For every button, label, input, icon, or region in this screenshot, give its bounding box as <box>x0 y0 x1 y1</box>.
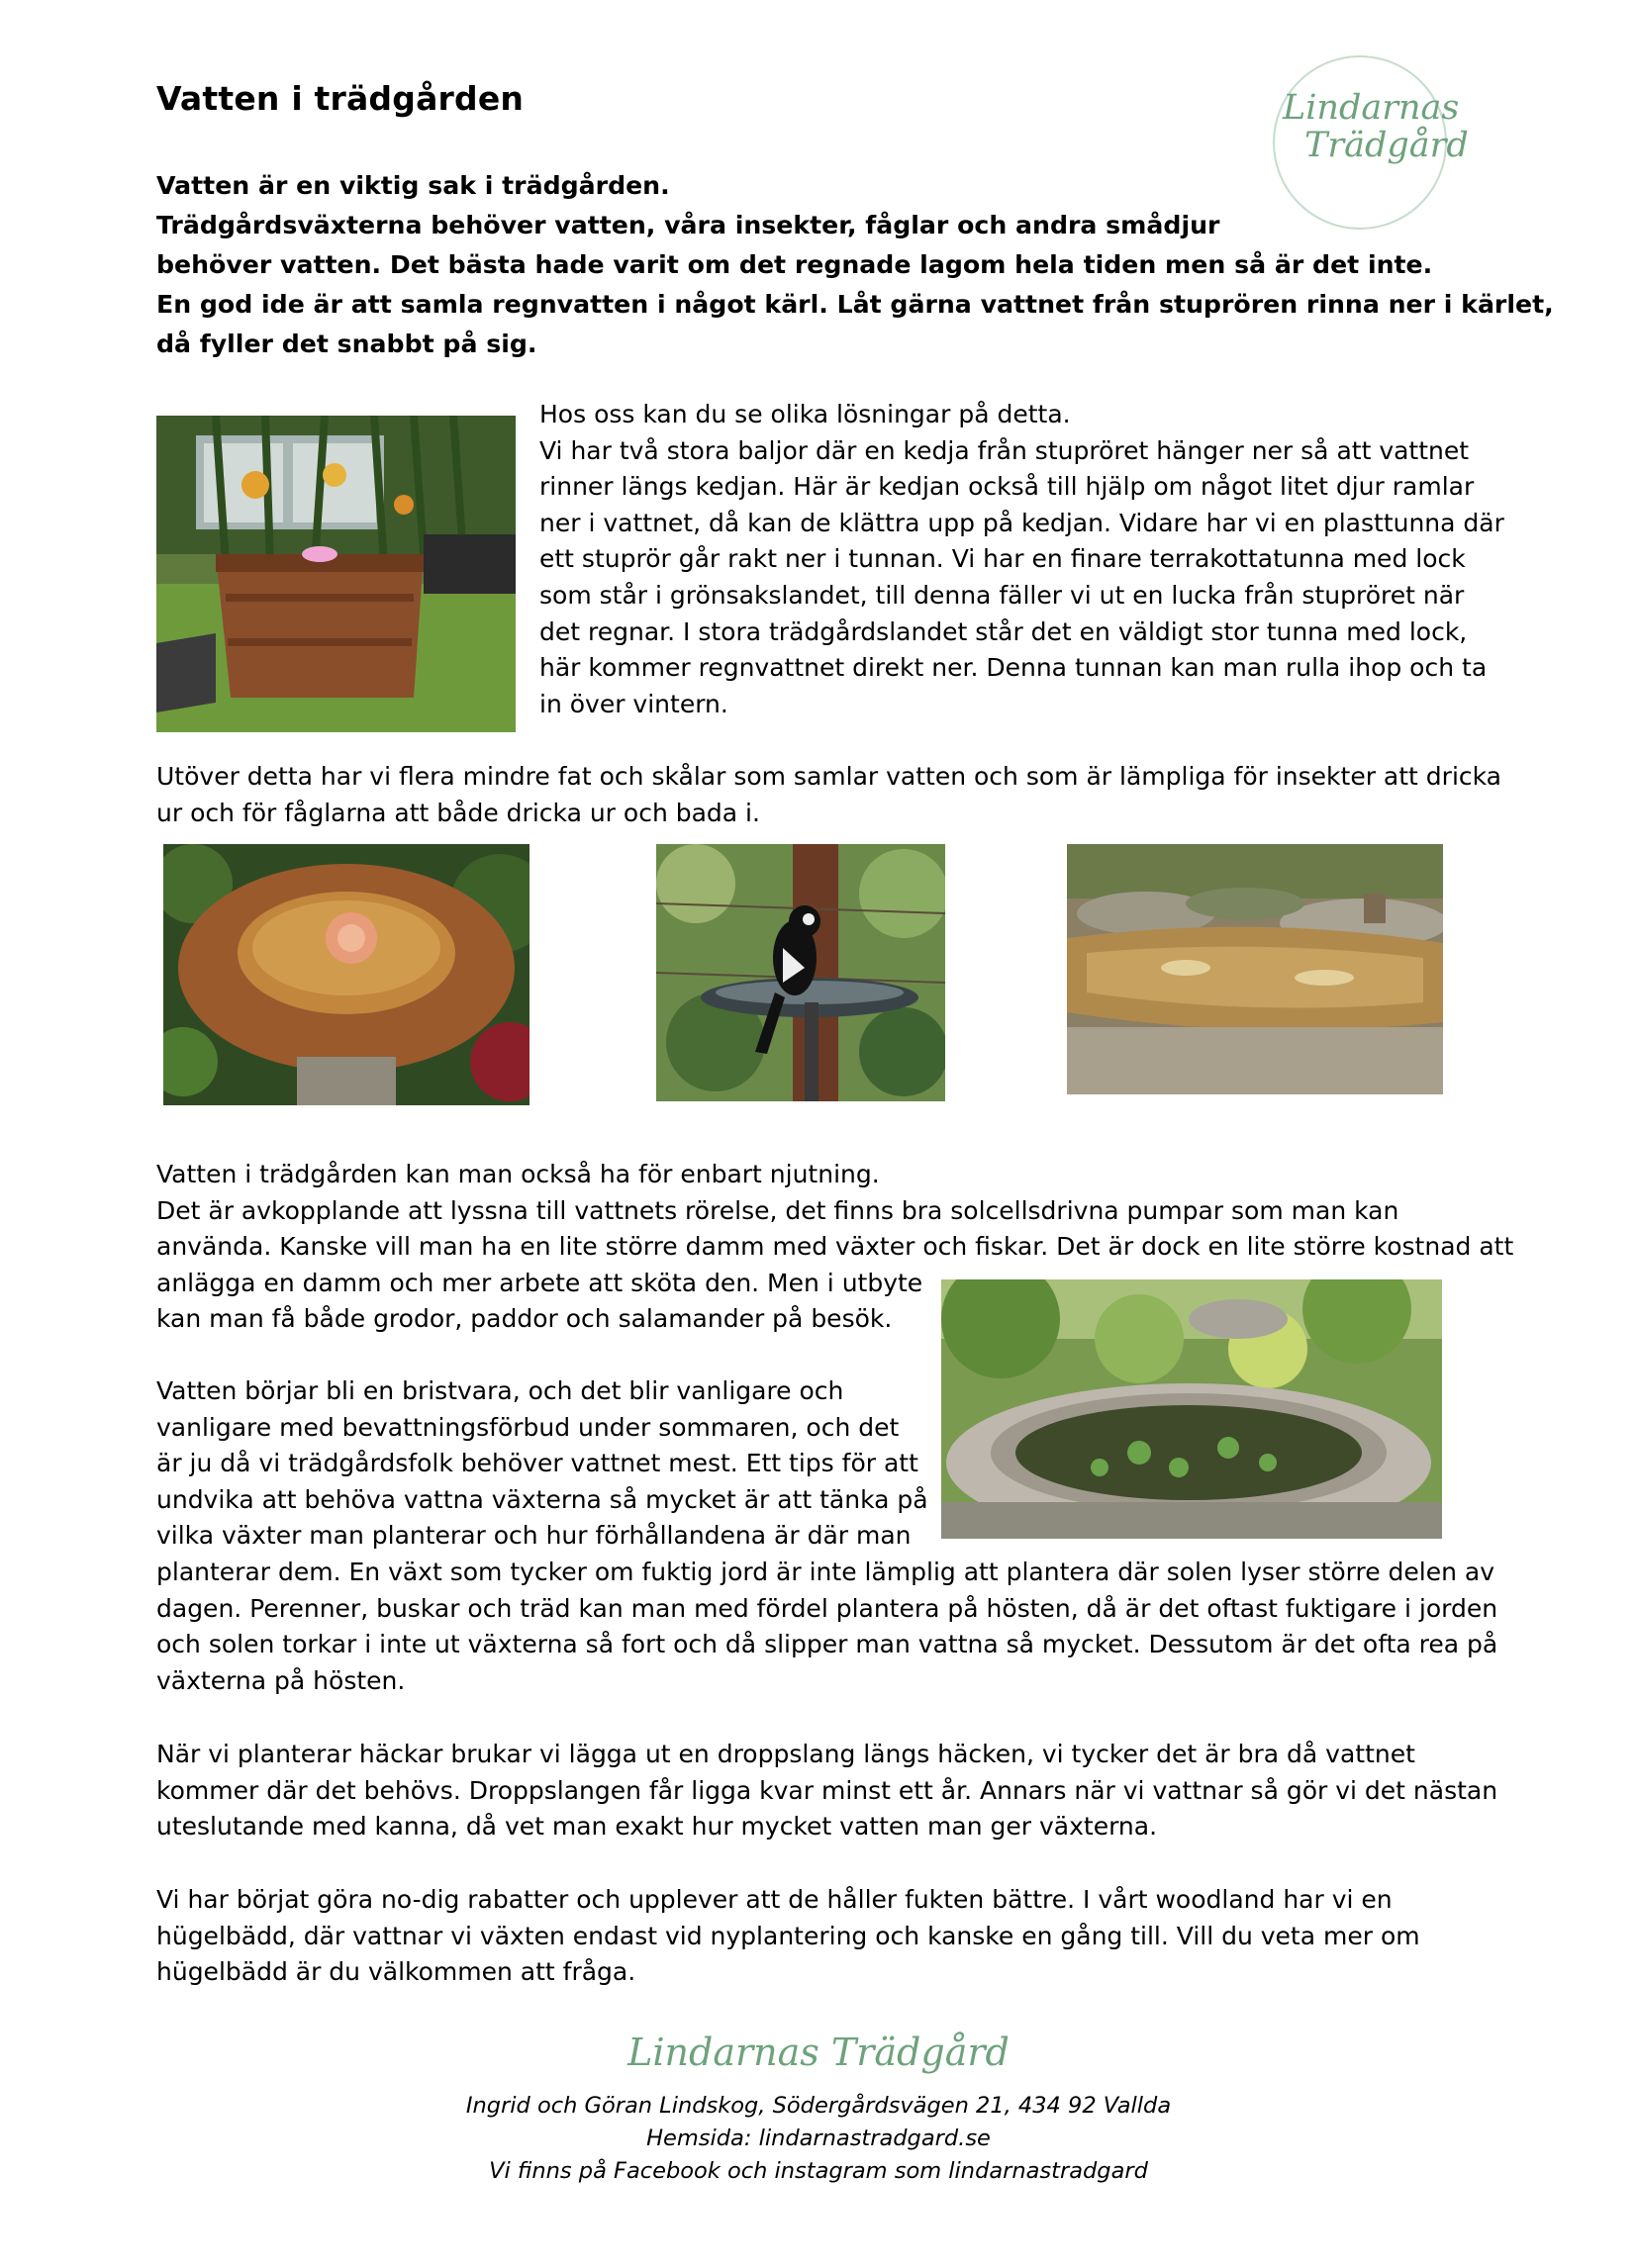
text-line: ett stuprör går rakt ner i tunnan. Vi har en finare terrakottatunna med lock <box>539 544 1466 574</box>
text-line: och solen torkar i inte ut växterna så fort och då slipper man vattna så mycket. Dessutom är det ofta rea på <box>156 1630 1498 1659</box>
text-line: rinner längs kedjan. Här är kedjan också till hjälp om något litet djur ramlar <box>539 472 1475 502</box>
text-line: Hos oss kan du se olika lösningar på detta. <box>539 400 1071 428</box>
section1-text <box>539 397 1504 722</box>
text-line: hügelbädd är du välkommen att fråga. <box>156 1957 636 1987</box>
text-line: Vatten börjar bli en bristvara, och det blir vanligare och <box>156 1376 844 1405</box>
logo-text-line2: Trädgård <box>1304 126 1469 165</box>
logo-text-line1: Lindarnas <box>1283 88 1460 128</box>
woodpecker-feeder-photo <box>656 844 945 1101</box>
text-line: in över vintern. <box>539 689 728 718</box>
intro-line: då fyller det snabbt på sig. <box>156 330 537 358</box>
text-line: växterna på hösten. <box>156 1665 406 1695</box>
text-line: är ju då vi trädgårdsfolk behöver vattnet mest. Ett tips för att <box>156 1449 918 1478</box>
text-line: dagen. Perenner, buskar och träd kan man med fördel plantera på hösten, då är det oftast fuktigare i jorden <box>156 1593 1498 1623</box>
intro-paragraph <box>156 166 1554 364</box>
footer-website: Hemsida: lindarnastradgard.se <box>646 2126 991 2151</box>
intro-line: En god ide är att samla regnvatten i något kärl. Låt gärna vattnet från stuprören rinna ner i kärlet, <box>156 290 1554 319</box>
text-line: När vi planterar häckar brukar vi lägga ut en droppslang längs häcken, vi tycker det är bra då vattnet <box>156 1740 1415 1768</box>
text-line: kan man få både grodor, paddor och salamander på besök. <box>156 1304 893 1334</box>
text-line: ner i vattnet, då kan de klättra upp på kedjan. Vidare har vi en plasttunna där <box>539 508 1504 537</box>
footer-logo: Lindarnas Trädgård <box>627 2031 1010 2074</box>
rock-pool-photo <box>1067 844 1443 1094</box>
text-line: undvika att behöva vattna växterna så mycket är att tänka på <box>156 1484 928 1514</box>
text-line: använda. Kanske vill man ha en lite större damm med växter och fiskar. Det är dock en lite större kostnad att <box>156 1232 1514 1262</box>
page-title: Vatten i trädgården <box>156 79 525 118</box>
text-line: Vi har två stora baljor där en kedja från stupröret hänger ner så att vattnet <box>539 435 1470 465</box>
intro-line: behöver vatten. Det bästa hade varit om det regnade lagom hela tiden men så är det inte. <box>156 250 1433 279</box>
rain-barrel-photo <box>156 416 516 732</box>
footer-social: Vi finns på Facebook och instagram som lindarnastradgard <box>489 2158 1148 2184</box>
text-line: vanligare med bevattningsförbud under sommaren, och det <box>156 1412 900 1442</box>
text-line: anlägga en damm och mer arbete att sköta den. Men i utbyte <box>156 1268 923 1297</box>
text-line: ur och för fåglarna att både dricka ur och bada i. <box>156 798 760 827</box>
section5-text <box>156 1737 1497 1845</box>
text-line: kommer där det behövs. Droppslangen får ligga kvar minst ett år. Annars när vi vattnar så gör vi det nästan <box>156 1775 1498 1805</box>
section6-text <box>156 1882 1420 1991</box>
text-line: Utöver detta har vi flera mindre fat och skålar som samlar vatten och som är lämpliga för insekter att dricka <box>156 762 1501 791</box>
text-line: här kommer regnvattnet direkt ner. Denna tunnan kan man rulla ihop och ta <box>539 653 1488 683</box>
intro-line: Vatten är en viktig sak i trädgården. <box>156 171 670 200</box>
text-line: som står i grönsakslandet, till denna fäller vi ut en lucka från stupröret när <box>539 580 1465 610</box>
intro-line: Trädgårdsväxterna behöver vatten, våra insekter, fåglar och andra smådjur <box>156 211 1220 239</box>
text-line: hügelbädd, där vattnar vi växten endast vid nyplantering och kanske en gång till. Vill du veta mer om <box>156 1921 1420 1950</box>
birdbath-rose-photo <box>163 844 530 1105</box>
text-line: planterar dem. En växt som tycker om fuktig jord är inte lämplig att plantera där solen lyser större delen av <box>156 1557 1495 1586</box>
text-line: Vatten i trädgården kan man också ha för enbart njutning. <box>156 1160 880 1188</box>
footer-address: Ingrid och Göran Lindskog, Södergårdsvägen 21, 434 92 Vallda <box>465 2093 1172 2119</box>
section2-text <box>156 759 1501 831</box>
text-line: Det är avkopplande att lyssna till vattnets rörelse, det finns bra solcellsdrivna pumpar som man kan <box>156 1195 1399 1225</box>
text-line: vilka växter man planterar och hur förhållandena är där man <box>156 1521 912 1551</box>
section4-text <box>156 1373 1497 1699</box>
text-line: uteslutande med kanna, då vet man exakt hur mycket vatten man ger växterna. <box>156 1812 1158 1842</box>
text-line: det regnar. I stora trädgårdslandet står det en väldigt stor tunna med lock, <box>539 616 1468 646</box>
text-line: Vi har börjat göra no-dig rabatter och upplever att de håller fukten bättre. I vårt woodland har vi en <box>156 1885 1393 1914</box>
